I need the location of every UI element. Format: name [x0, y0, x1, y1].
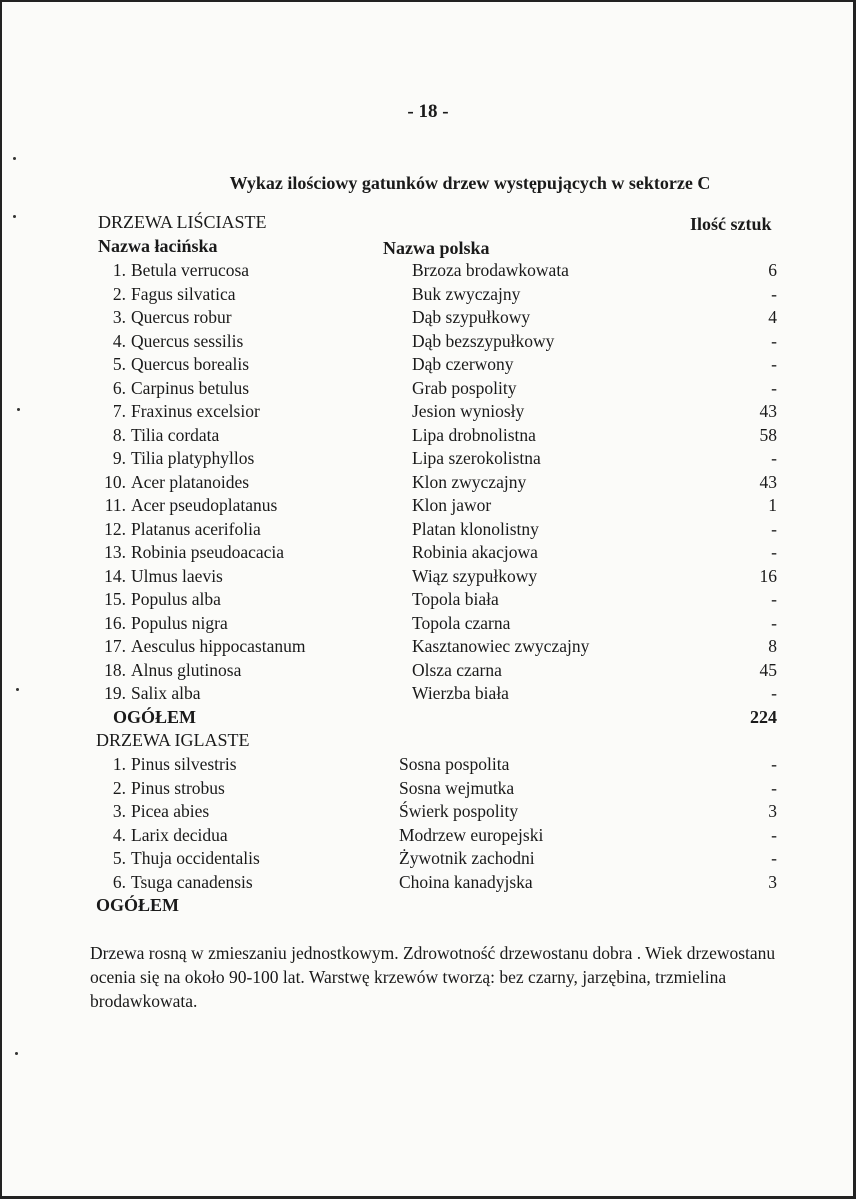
polish-name: Wiąz szypułkowy — [412, 565, 538, 586]
polish-name: Dąb bezszypułkowy — [412, 330, 555, 351]
quantity: - — [771, 448, 777, 468]
quantity: 1 — [768, 495, 777, 515]
page-number: - 18 - — [407, 101, 449, 122]
row-number: 6. — [112, 377, 126, 398]
polish-name: Jesion wyniosły — [412, 401, 525, 421]
polish-name: Buk zwyczajny — [412, 283, 521, 304]
polish-name: Topola biała — [412, 589, 499, 609]
scan-speck — [15, 1052, 18, 1055]
polish-name: Grab pospolity — [412, 377, 517, 398]
quantity: - — [771, 542, 777, 562]
row-number: 17. — [104, 636, 126, 656]
polish-name: Wierzba biała — [412, 683, 509, 703]
scan-speck — [13, 157, 16, 160]
latin-name-column-header: Nazwa łacińska — [98, 236, 218, 256]
row-number: 1. — [112, 260, 126, 280]
description-paragraph: Drzewa rosną w zmieszaniu jednostkowym. Zdrowotność drzewostanu dobra . Wiek drzewostanu ocenia się na około 90-100 lat. Warstwę krzewów tworzą: bez czarny, jarzębina, trzmielina brodawkowata. — [90, 943, 776, 1011]
polish-name: Lipa szerokolistna — [412, 448, 541, 468]
latin-name: Pinus strobus — [131, 777, 225, 798]
row-number: 6. — [112, 871, 126, 892]
latin-name: Fraxinus excelsior — [131, 401, 260, 421]
polish-name: Żywotnik zachodni — [399, 848, 535, 868]
polish-name: Modrzew europejski — [399, 824, 544, 845]
latin-name: Quercus sessilis — [131, 330, 244, 351]
scan-speck — [16, 688, 19, 691]
quantity: - — [771, 848, 777, 868]
scan-speck — [13, 215, 16, 218]
row-number: 3. — [112, 801, 126, 821]
latin-name: Fagus silvatica — [131, 283, 236, 304]
row-number: 4. — [112, 824, 126, 845]
coniferous-total-label: OGÓŁEM — [96, 895, 180, 915]
row-number: 1. — [112, 754, 126, 774]
polish-name: Klon zwyczajny — [412, 471, 527, 492]
deciduous-total-label: OGÓŁEM — [113, 707, 197, 727]
row-number: 3. — [112, 307, 126, 327]
latin-name: Pinus silvestris — [131, 754, 237, 774]
latin-name: Robinia pseudoacacia — [131, 542, 285, 562]
row-number: 8. — [112, 424, 126, 445]
latin-name: Tsuga canadensis — [131, 871, 253, 892]
latin-name: Tilia platyphyllos — [131, 448, 255, 468]
quantity: 3 — [768, 871, 777, 892]
row-number: 4. — [112, 330, 126, 351]
row-number: 19. — [104, 683, 126, 703]
polish-name: Lipa drobnolistna — [412, 424, 536, 445]
quantity: 3 — [768, 801, 777, 821]
polish-name: Dąb szypułkowy — [412, 307, 531, 327]
row-number: 2. — [112, 777, 126, 798]
quantity: 6 — [768, 260, 777, 280]
quantity: 43 — [759, 471, 777, 492]
row-number: 15. — [104, 589, 126, 609]
row-number: 11. — [104, 495, 126, 515]
row-number: 5. — [112, 848, 126, 868]
document-title: Wykaz ilościowy gatunków drzew występujących w sektorze C — [229, 173, 711, 193]
latin-name: Acer pseudoplatanus — [131, 495, 278, 515]
row-number: 5. — [112, 354, 126, 374]
latin-name: Ulmus laevis — [131, 565, 223, 586]
quantity: - — [771, 283, 777, 304]
quantity: - — [771, 754, 777, 774]
quantity: 4 — [768, 307, 777, 327]
latin-name: Populus alba — [131, 589, 221, 609]
polish-name-column-header: Nazwa polska — [383, 238, 490, 258]
polish-name: Choina kanadyjska — [399, 871, 533, 892]
latin-name: Platanus acerifolia — [131, 518, 261, 539]
quantity: - — [771, 330, 777, 351]
polish-name: Sosna pospolita — [399, 754, 510, 774]
polish-name: Brzoza brodawkowata — [412, 260, 569, 280]
latin-name: Picea abies — [131, 801, 210, 821]
quantity: 8 — [768, 636, 777, 656]
quantity: - — [771, 354, 777, 374]
latin-name: Larix decidua — [131, 824, 228, 845]
quantity: - — [771, 612, 777, 633]
polish-name: Klon jawor — [412, 495, 492, 515]
quantity: - — [771, 377, 777, 398]
quantity: 43 — [759, 401, 777, 421]
quantity: 58 — [759, 424, 777, 445]
latin-name: Aesculus hippocastanum — [131, 636, 306, 656]
latin-name: Tilia cordata — [131, 424, 220, 445]
row-number: 13. — [104, 542, 126, 562]
row-number: 7. — [112, 401, 126, 421]
row-number: 18. — [104, 659, 126, 680]
latin-name: Salix alba — [131, 683, 201, 703]
polish-name: Platan klonolistny — [412, 518, 539, 539]
polish-name: Topola czarna — [412, 612, 511, 633]
quantity: - — [771, 777, 777, 798]
latin-name: Acer platanoides — [131, 471, 250, 492]
polish-name: Olsza czarna — [412, 659, 502, 680]
quantity: 45 — [759, 659, 777, 680]
deciduous-total-value: 224 — [750, 707, 777, 727]
quantity: - — [771, 518, 777, 539]
latin-name: Quercus robur — [131, 307, 232, 327]
row-number: 9. — [112, 448, 126, 468]
quantity: - — [771, 824, 777, 845]
polish-name: Dąb czerwony — [412, 354, 514, 374]
scan-speck — [17, 408, 20, 411]
polish-name: Kasztanowiec zwyczajny — [412, 636, 590, 656]
latin-name: Betula verrucosa — [131, 260, 250, 280]
quantity: - — [771, 589, 777, 609]
quantity: - — [771, 683, 777, 703]
quantity-column-header: Ilość sztuk — [690, 214, 772, 234]
row-number: 2. — [112, 283, 126, 304]
polish-name: Świerk pospolity — [399, 801, 519, 821]
coniferous-heading: DRZEWA IGLASTE — [96, 730, 250, 750]
latin-name: Quercus borealis — [131, 354, 250, 374]
latin-name: Populus nigra — [131, 612, 228, 633]
deciduous-heading: DRZEWA LIŚCIASTE — [98, 212, 267, 232]
quantity: 16 — [759, 565, 777, 586]
row-number: 14. — [104, 565, 126, 586]
latin-name: Alnus glutinosa — [131, 659, 242, 680]
row-number: 10. — [104, 471, 126, 492]
row-number: 16. — [104, 612, 126, 633]
polish-name: Robinia akacjowa — [412, 542, 538, 562]
latin-name: Thuja occidentalis — [131, 848, 260, 868]
row-number: 12. — [104, 518, 126, 539]
polish-name: Sosna wejmutka — [399, 777, 515, 798]
latin-name: Carpinus betulus — [131, 377, 250, 398]
